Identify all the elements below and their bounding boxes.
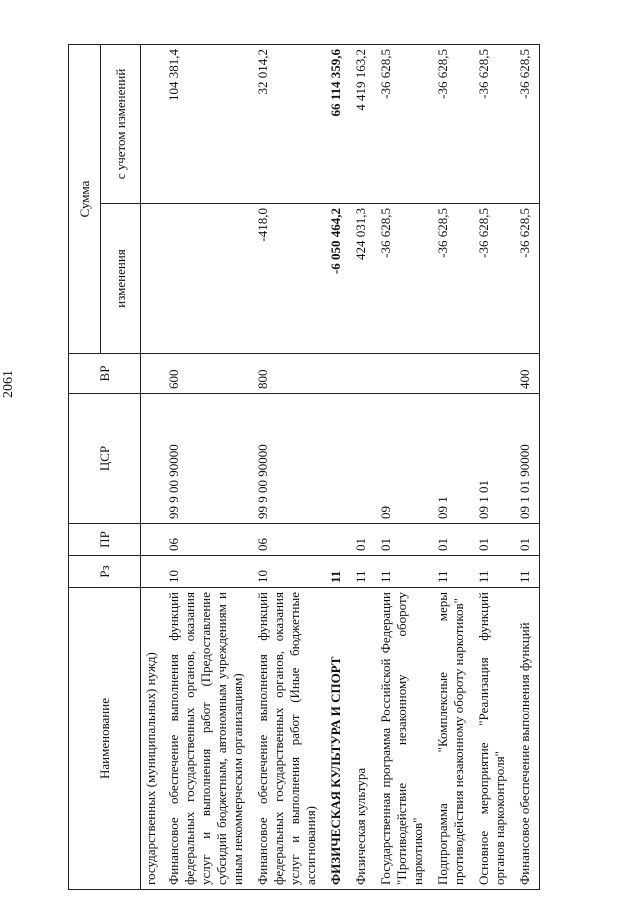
- row-pr: 01: [514, 524, 540, 556]
- row-vr: [141, 354, 164, 394]
- header-pr: ПР: [69, 524, 141, 556]
- row-vr: [432, 354, 473, 394]
- table-row: [350, 45, 375, 890]
- row-csr: [325, 394, 350, 524]
- row-total: -36 628,5: [473, 45, 514, 204]
- row-name: Подпрограмма "Комплексные меры противодействия незаконному обороту наркотиков": [432, 588, 473, 890]
- row-rz: 10: [252, 556, 325, 588]
- row-change: -36 628,5: [432, 204, 473, 354]
- row-csr: 09: [375, 394, 432, 524]
- header-with-change: с учетом изменений: [101, 45, 141, 204]
- row-change: -36 628,5: [514, 204, 540, 354]
- header-name: Наименование: [69, 588, 141, 890]
- row-change: 424 031,3: [350, 204, 375, 354]
- row-total: 32 014,2: [252, 45, 325, 204]
- row-change: -36 628,5: [473, 204, 514, 354]
- budget-table: [68, 44, 540, 890]
- row-csr: [141, 394, 164, 524]
- row-pr: 01: [375, 524, 432, 556]
- table-row: [141, 45, 164, 890]
- row-total: 4 419 163,2: [350, 45, 375, 204]
- row-name: Финансовое обеспечение выполнения функций: [514, 588, 540, 890]
- row-csr: 09 1: [432, 394, 473, 524]
- row-total: -36 628,5: [432, 45, 473, 204]
- row-name: Финансовое обеспечение выполнения функций федеральных государственных органов, оказания услуг и выполнения работ (Иные бюджетные ассигнования): [252, 588, 325, 890]
- page-number: 2061: [1, 370, 16, 398]
- row-name: Государственная программа Российской Федерации "Противодействие незаконному обороту наркотиков": [375, 588, 432, 890]
- row-total: 66 114 359,6: [325, 45, 350, 204]
- row-change: [141, 204, 164, 354]
- row-csr: 99 9 00 90000: [163, 394, 252, 524]
- row-pr: 01: [350, 524, 375, 556]
- table-row: [473, 45, 514, 890]
- row-vr: 800: [252, 354, 325, 394]
- row-rz: 11: [432, 556, 473, 588]
- row-name: Основное мероприятие "Реализация функций органов наркоконтроля": [473, 588, 514, 890]
- row-rz: 11: [325, 556, 350, 588]
- row-total: -36 628,5: [375, 45, 432, 204]
- row-name: ФИЗИЧЕСКАЯ КУЛЬТУРА И СПОРТ: [325, 588, 350, 890]
- row-rz: 11: [375, 556, 432, 588]
- table-row: [325, 45, 350, 890]
- table-row: [514, 45, 540, 890]
- row-pr: 01: [432, 524, 473, 556]
- row-pr: [325, 524, 350, 556]
- table-row: [375, 45, 432, 890]
- row-name: Финансовое обеспечение выполнения функций федеральных государственных органов, оказания услуг и выполнения работ (Предоставление субсидий бюджетным, автономным учреждениям и иным некоммерческим организациям): [163, 588, 252, 890]
- table-row: [163, 45, 252, 890]
- row-change: -6 050 464,2: [325, 204, 350, 354]
- row-rz: 11: [350, 556, 375, 588]
- header-sum: Сумма: [69, 45, 101, 354]
- row-rz: 11: [473, 556, 514, 588]
- row-change: -418,0: [252, 204, 325, 354]
- row-vr: [473, 354, 514, 394]
- row-name: Физическая культура: [350, 588, 375, 890]
- table-row: [252, 45, 325, 890]
- table-row: [432, 45, 473, 890]
- row-pr: 01: [473, 524, 514, 556]
- row-csr: 09 1 01: [473, 394, 514, 524]
- header-change: изменения: [101, 204, 141, 354]
- row-csr: 09 1 01 90000: [514, 394, 540, 524]
- row-pr: [141, 524, 164, 556]
- header-rz: Рз: [69, 556, 141, 588]
- row-rz: 11: [514, 556, 540, 588]
- row-change: [163, 204, 252, 354]
- row-pr: 06: [163, 524, 252, 556]
- row-rz: [141, 556, 164, 588]
- table-body: [141, 45, 540, 890]
- row-rz: 10: [163, 556, 252, 588]
- table-header: [69, 45, 141, 890]
- header-csr: ЦСР: [69, 394, 141, 524]
- row-csr: 99 9 00 90000: [252, 394, 325, 524]
- row-pr: 06: [252, 524, 325, 556]
- row-csr: [350, 394, 375, 524]
- row-vr: 600: [163, 354, 252, 394]
- row-total: 104 381,4: [163, 45, 252, 204]
- row-change: -36 628,5: [375, 204, 432, 354]
- header-vr: ВР: [69, 354, 141, 394]
- row-total: -36 628,5: [514, 45, 540, 204]
- row-vr: [350, 354, 375, 394]
- row-name: государственных (муниципальных) нужд): [141, 588, 164, 890]
- row-vr: [325, 354, 350, 394]
- row-vr: 400: [514, 354, 540, 394]
- budget-table-sheet: [68, 45, 608, 890]
- row-total: [141, 45, 164, 204]
- row-vr: [375, 354, 432, 394]
